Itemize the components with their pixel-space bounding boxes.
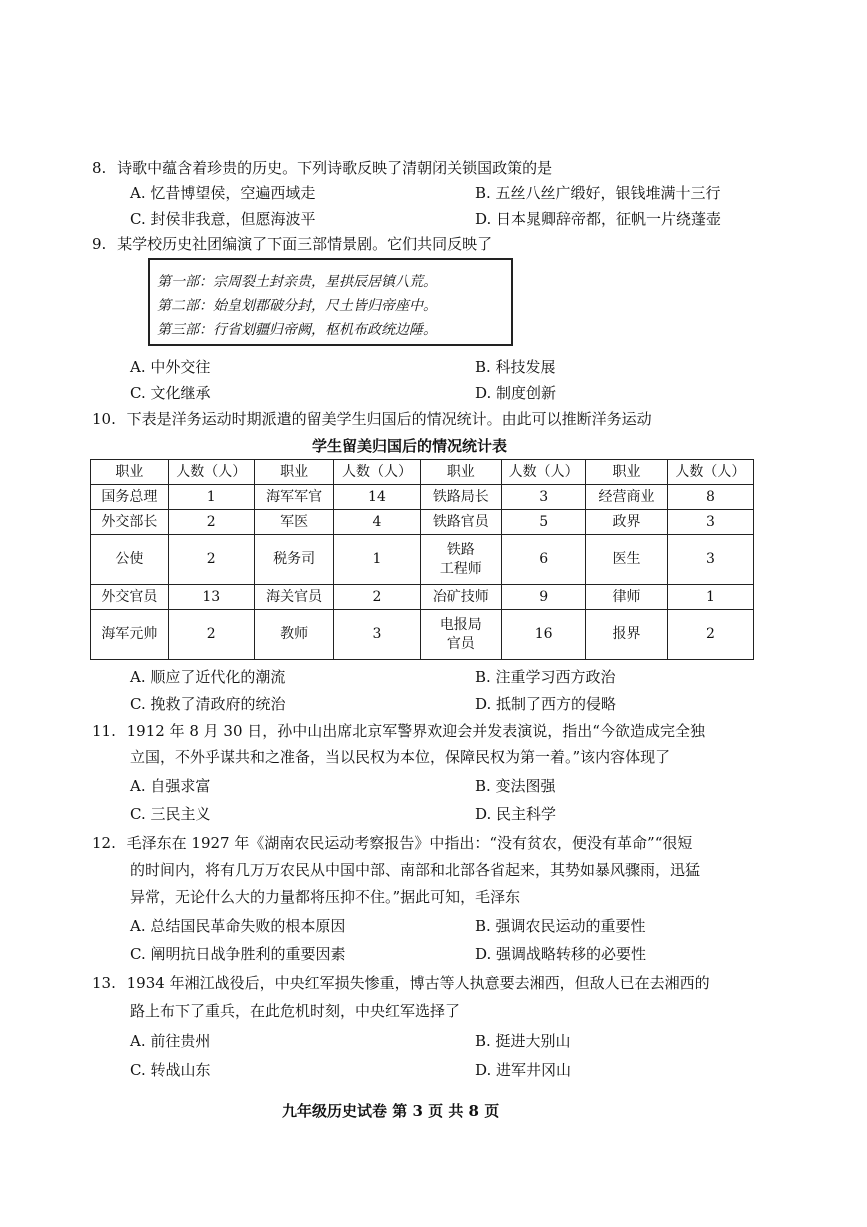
- question-text-line-1: 1912 年 8 月 30 日，孙中山出席北京军警界欢迎会并发表演说，指出“今欲造成完全独: [126, 722, 705, 740]
- question-8-stem: [92, 158, 552, 178]
- question-12-option-b: B. 强调农民运动的重要性: [475, 917, 646, 935]
- count-cell: 8: [667, 485, 753, 510]
- question-13-option-b: B. 挺进大别山: [475, 1032, 571, 1050]
- occupation-cell: 铁路官员: [420, 510, 502, 535]
- count-cell: 2: [168, 610, 254, 660]
- drama-line-1: 第一部：宗周裂土封亲贵，星拱辰居镇八荒。: [157, 274, 437, 290]
- question-text-line-1: 1934 年湘江战役后，中央红军损失惨重，博古等人执意要去湘西，但敌人已在去湘西的: [126, 974, 710, 992]
- count-cell: 2: [168, 510, 254, 535]
- occupation-cell: 海关官员: [254, 585, 334, 610]
- occupation-cell: 电报局 官员: [420, 610, 502, 660]
- question-number: 10.: [92, 410, 116, 428]
- occupation-cell: 公使: [91, 535, 169, 585]
- question-11-option-c: C. 三民主义: [130, 805, 211, 823]
- question-number: 11.: [92, 722, 116, 740]
- question-number: 8.: [92, 159, 107, 177]
- question-text-line-1: 毛泽东在 1927 年《湖南农民运动考察报告》中指出：“没有贫农，便没有革命”“很短: [126, 834, 693, 852]
- table-row: [91, 585, 754, 610]
- occupation-cell: 铁路局长: [420, 485, 502, 510]
- header-cell: 职业: [420, 460, 502, 485]
- occupation-cell: 报界: [586, 610, 668, 660]
- question-13-stem: [92, 973, 710, 993]
- count-cell: 13: [168, 585, 254, 610]
- header-cell: 职业: [91, 460, 169, 485]
- question-8-option-b: B. 五丝八丝广缎好，银钱堆满十三行: [475, 184, 721, 202]
- occupation-cell: 海军军官: [254, 485, 334, 510]
- table-row: [91, 535, 754, 585]
- count-cell: 3: [334, 610, 420, 660]
- question-text-line-3: 异常，无论什么大的力量都将压抑不住。”据此可知，毛泽东: [130, 888, 521, 906]
- count-cell: 4: [334, 510, 420, 535]
- question-text-line-2: 的时间内，将有几万万农民从中国中部、南部和北部各省起来，其势如暴风骤雨，迅猛: [130, 861, 701, 879]
- question-13-option-d: D. 进军井冈山: [475, 1061, 572, 1079]
- occupation-cell: 律师: [586, 585, 668, 610]
- count-cell: 3: [667, 510, 753, 535]
- count-cell: 3: [502, 485, 586, 510]
- count-cell: 2: [168, 535, 254, 585]
- question-8-option-a: A. 忆昔博望侯，空遍西域走: [130, 184, 316, 202]
- page-footer: 九年级历史试卷 第 3 页 共 8 页: [282, 1102, 500, 1120]
- question-12-option-a: A. 总结国民革命失败的根本原因: [130, 917, 346, 935]
- question-text-line-2: 路上布下了重兵，在此危机时刻，中央红军选择了: [130, 1002, 461, 1020]
- question-10-option-d: D. 抵制了西方的侵略: [475, 695, 617, 713]
- table-header-row: [91, 460, 754, 485]
- occupation-cell: 海军元帅: [91, 610, 169, 660]
- header-cell: 人数（人）: [667, 460, 753, 485]
- question-11-stem: [92, 721, 705, 741]
- table-row: [91, 485, 754, 510]
- header-cell: 人数（人）: [502, 460, 586, 485]
- drama-line-2: 第二部：始皇划郡破分封，尺土皆归帝座中。: [157, 298, 437, 314]
- count-cell: 3: [667, 535, 753, 585]
- occupation-cell: 税务司: [254, 535, 334, 585]
- question-8-option-d: D. 日本晁卿辞帝都，征帆一片绕蓬壶: [475, 210, 722, 228]
- count-cell: 2: [334, 585, 420, 610]
- question-text-line-2: 立国，不外乎谋共和之准备，当以民权为本位，保障民权为第一着。”该内容体现了: [130, 748, 671, 766]
- question-number: 9.: [92, 235, 107, 253]
- question-9-option-d: D. 制度创新: [475, 384, 557, 402]
- question-9-stem: [92, 234, 492, 254]
- count-cell: 1: [168, 485, 254, 510]
- count-cell: 6: [502, 535, 586, 585]
- count-cell: 1: [334, 535, 420, 585]
- question-10-option-b: B. 注重学习西方政治: [475, 668, 616, 686]
- occupation-cell: 铁路 工程师: [420, 535, 502, 585]
- count-cell: 9: [502, 585, 586, 610]
- question-10-stem: [92, 409, 652, 429]
- occupation-cell: 外交官员: [91, 585, 169, 610]
- drama-text-box: [148, 258, 513, 346]
- question-10-option-c: C. 挽救了清政府的统治: [130, 695, 286, 713]
- question-text: 诗歌中蕴含着珍贵的历史。下列诗歌反映了清朝闭关锁国政策的是: [117, 159, 553, 177]
- count-cell: 14: [334, 485, 420, 510]
- occupation-cell: 国务总理: [91, 485, 169, 510]
- question-text: 下表是洋务运动时期派遣的留美学生归国后的情况统计。由此可以推断洋务运动: [126, 410, 652, 428]
- occupation-cell: 冶矿技师: [420, 585, 502, 610]
- header-cell: 职业: [586, 460, 668, 485]
- question-9-option-c: C. 文化继承: [130, 384, 211, 402]
- table-row: [91, 610, 754, 660]
- occupation-cell: 医生: [586, 535, 668, 585]
- occupation-cell: 政界: [586, 510, 668, 535]
- count-cell: 1: [667, 585, 753, 610]
- header-cell: 人数（人）: [334, 460, 420, 485]
- header-cell: 职业: [254, 460, 334, 485]
- question-8-option-c: C. 封侯非我意，但愿海波平: [130, 210, 316, 228]
- occupation-cell: 经营商业: [586, 485, 668, 510]
- count-cell: 2: [667, 610, 753, 660]
- drama-line-3: 第三部：行省划疆归帝阙，枢机布政统边陲。: [157, 322, 437, 338]
- question-11-option-a: A. 自强求富: [130, 777, 211, 795]
- question-12-option-d: D. 强调战略转移的必要性: [475, 945, 647, 963]
- question-12-option-c: C. 阐明抗日战争胜利的重要因素: [130, 945, 346, 963]
- question-11-option-d: D. 民主科学: [475, 805, 557, 823]
- question-text: 某学校历史社团编演了下面三部情景剧。它们共同反映了: [117, 235, 493, 253]
- question-13-option-c: C. 转战山东: [130, 1061, 211, 1079]
- occupation-cell: 教师: [254, 610, 334, 660]
- count-cell: 5: [502, 510, 586, 535]
- question-11-option-b: B. 变法图强: [475, 777, 556, 795]
- question-13-option-a: A. 前往贵州: [130, 1032, 211, 1050]
- question-number: 13.: [92, 974, 116, 992]
- table-title: 学生留美归国后的情况统计表: [312, 437, 508, 455]
- question-number: 12.: [92, 834, 116, 852]
- count-cell: 16: [502, 610, 586, 660]
- table-row: [91, 510, 754, 535]
- question-12-stem: [92, 833, 692, 853]
- question-9-option-a: A. 中外交往: [130, 358, 211, 376]
- occupation-cell: 外交部长: [91, 510, 169, 535]
- occupation-cell: 军医: [254, 510, 334, 535]
- question-10-option-a: A. 顺应了近代化的潮流: [130, 668, 286, 686]
- question-9-option-b: B. 科技发展: [475, 358, 556, 376]
- header-cell: 人数（人）: [168, 460, 254, 485]
- statistics-table: [90, 459, 754, 660]
